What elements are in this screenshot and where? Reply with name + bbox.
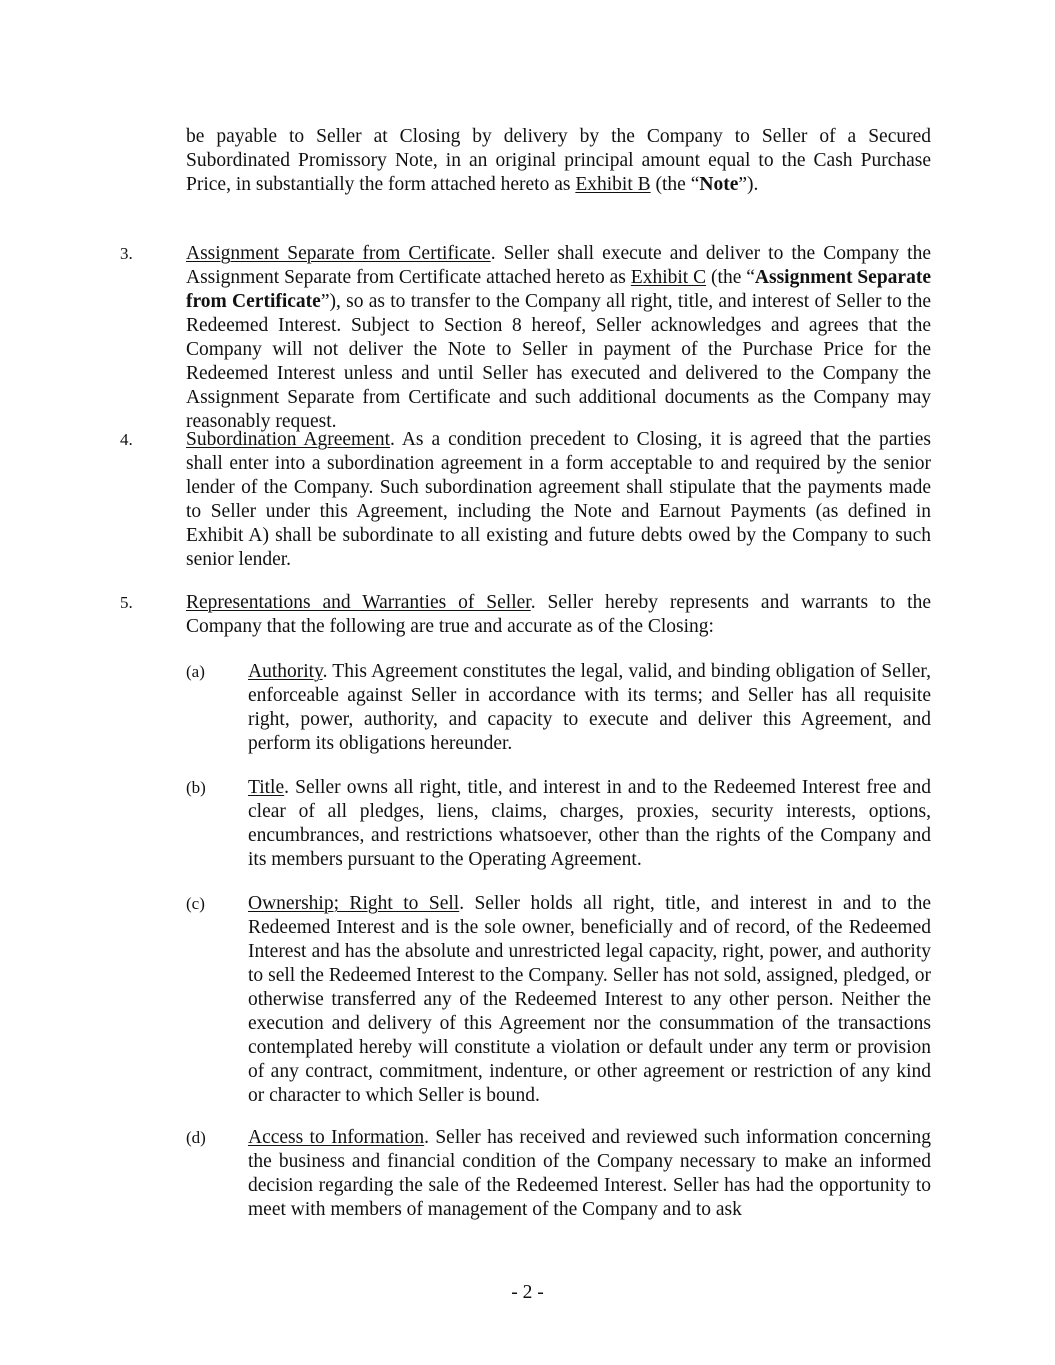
page-number: - 2 - [511,1282,544,1303]
section-3-heading: Assignment Separate from Certificate [186,243,491,264]
section-5-body [186,591,931,639]
section-3-body [186,242,931,434]
subsection-a-heading: Authority [248,661,323,682]
exhibit-c-reference: Exhibit C [630,267,707,288]
section-3 [120,242,931,434]
section-5-text: . Seller hereby represents and warrants to the Company that the following are true and accurate as of the Closing: [186,592,931,637]
section-5-heading: Representations and Warranties of Seller [186,592,531,613]
section-3-text-c: ”), so as to transfer to the Company all right, title, and interest of Seller to the Redeemed Interest. Subject to Section 8 hereof, Seller acknowledges and agrees that the Company will not deliver the Note to Seller in payment of the Purchase Price for the Redeemed Interest unless and until Seller has executed and delivered to the Company the Assignment Separate from Certificate and such additional documents as the Company may reasonably request. [186,291,932,432]
subsection-b-label: (b) [186,778,206,797]
subsection-c-text: . Seller holds all right, title, and interest in and to the Redeemed Interest and is the sole owner, beneficially and of record, of the Redeemed Interest and has the absolute and unrestricted legal capacity, right, power, and authority to sell the Redeemed Interest to the Company. Seller has not sold, assigned, pledged, or otherwise transferred any of the Redeemed Interest to any other person. Neither the execution and delivery of this Agreement nor the consummation of the transactions contemplated hereby will constitute a violation or default under any term or provision of any contract, commitment, indenture, or other agreement or restriction of any kind or character to which Seller is bound. [248,893,931,1106]
subsection-d-text: . Seller has received and reviewed such information concerning the business and financial condition of the Company necessary to make an informed decision regarding the sale of the Redeemed Interest. Seller has had the opportunity to meet with members of management of the Company and to ask [248,1127,931,1220]
section-4-body [186,428,931,572]
subsection-c-heading: Ownership; Right to Sell [248,893,460,914]
intro-text-b: (the “ [650,174,700,195]
subsection-d-heading: Access to Information [248,1127,425,1148]
subsection-b-heading: Title [248,777,285,798]
intro-text-c: ”). [738,174,759,195]
section-4-heading: Subordination Agreement [186,429,391,450]
subsection-b [186,776,931,872]
intro-text-a: be payable to Seller at Closing by delivery by the Company to Seller of a Secured Subordinated Promissory Note, in an original principal amount equal to the Cash Purchase Price, in substantially the form attached hereto as [186,126,931,195]
exhibit-b-reference: Exhibit B [575,174,651,195]
subsection-d [186,1126,931,1222]
subsection-a-text: . This Agreement constitutes the legal, valid, and binding obligation of Seller, enforceable against Seller in accordance with its terms; and Seller has all requisite right, power, authority, and capacity to execute and deliver this Agreement, and perform its obligations hereunder. [248,661,931,754]
subsection-b-body [248,776,931,872]
subsection-d-body [248,1126,931,1222]
section-3-number: 3. [120,244,133,263]
section-3-text-a: . Seller shall execute and deliver to the Company the Assignment Separate from Certificate attached hereto as [186,243,931,288]
intro-paragraph [186,125,931,197]
subsection-c-label: (c) [186,894,205,913]
subsection-c [186,892,931,1108]
subsection-b-text: . Seller owns all right, title, and interest in and to the Redeemed Interest free and clear of all pledges, liens, claims, charges, proxies, security interests, options, encumbrances, and restrictions whatsoever, other than the rights of the Company and its members pursuant to the Operating Agreement. [248,777,931,870]
section-5-number: 5. [120,593,133,612]
section-5 [120,591,931,639]
section-3-text-b: (the “ [706,267,755,288]
subsection-a-label: (a) [186,662,205,681]
subsection-d-label: (d) [186,1128,206,1147]
subsection-a [186,660,931,756]
assignment-defined-term: Assignment Separate from Certificate [186,267,931,312]
section-4-number: 4. [120,430,133,449]
subsection-a-body [248,660,931,756]
section-4-text: . As a condition precedent to Closing, it is agreed that the parties shall enter into a subordination agreement in a form acceptable to and required by the senior lender of the Company. Such subordination agreement shall stipulate that the payments made to Seller under this Agreement, including the Note and Earnout Payments (as defined in Exhibit A) shall be subordinate to all existing and future debts owed by the Company to such senior lender. [186,429,931,570]
subsection-c-body [248,892,931,1108]
note-defined-term: Note [699,174,739,195]
section-4 [120,428,931,572]
